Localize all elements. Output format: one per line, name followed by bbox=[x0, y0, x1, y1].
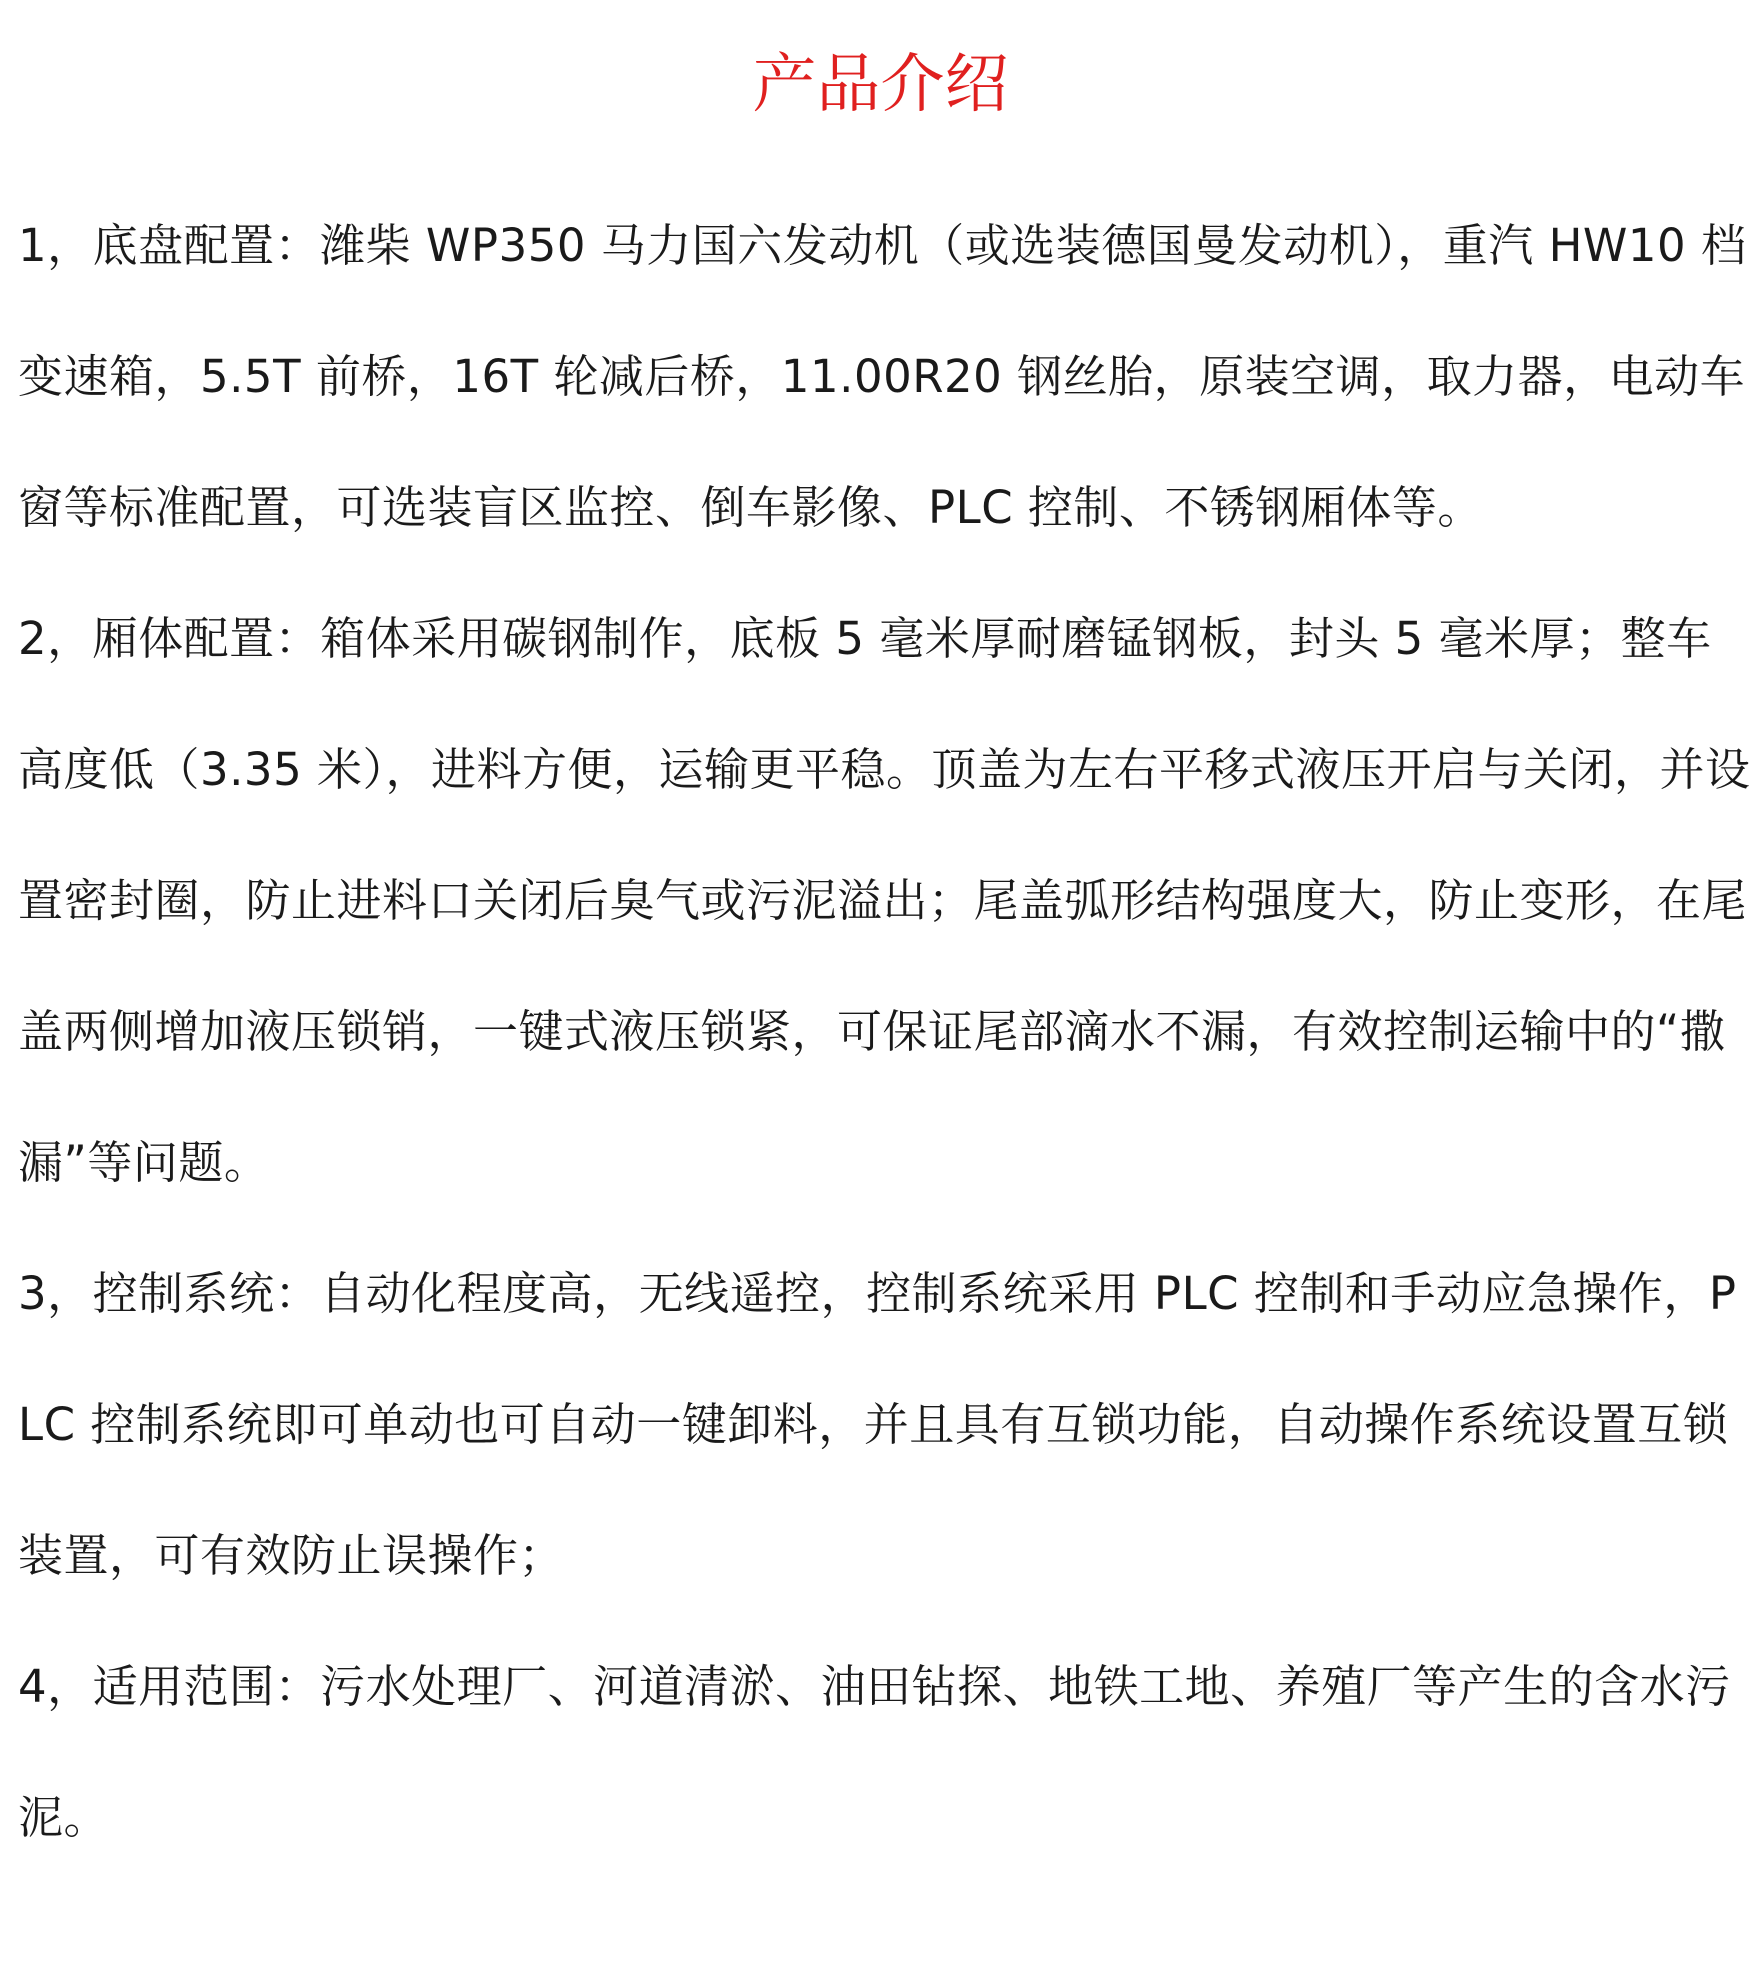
paragraph-control-system: 3，控制系统：自动化程度高，无线遥控，控制系统采用 PLC 控制和手动应急操作，PLC 控制系统即可单动也可自动一键卸料，并且具有互锁功能，自动操作系统设置互锁装置，可有效防止误操作； bbox=[18, 1267, 1737, 1582]
product-description bbox=[18, 180, 1753, 1883]
page-title: 产品介绍 bbox=[752, 48, 1009, 122]
paragraph-body-config: 2，厢体配置：箱体采用碳钢制作，底板 5 毫米厚耐磨锰钢板，封头 5 毫米厚；整车高度低（3.35 米），进料方便，运输更平稳。顶盖为左右平移式液压开启与关闭，并设置密封圈，防止进料口关闭后臭气或污泥溢出；尾盖弧形结构强度大，防止变形，在尾盖两侧增加液压锁销，一键式液压锁紧，可保证尾部滴水不漏，有效控制运输中的“撒漏”等问题。 bbox=[18, 612, 1751, 1189]
paragraph-chassis-config: 1，底盘配置：潍柴 WP350 马力国六发动机（或选装德国曼发动机），重汽 HW10 档变速箱，5.5T 前桥，16T 轮减后桥，11.00R20 钢丝胎，原装空调，取力器，电动车窗等标准配置，可选装盲区监控、倒车影像、PLC 控制、不锈钢厢体等。 bbox=[18, 219, 1747, 534]
paragraph-application-scope: 4，适用范围：污水处理厂、河道清淤、油田钻探、地铁工地、养殖厂等产生的含水污泥。 bbox=[18, 1660, 1731, 1844]
